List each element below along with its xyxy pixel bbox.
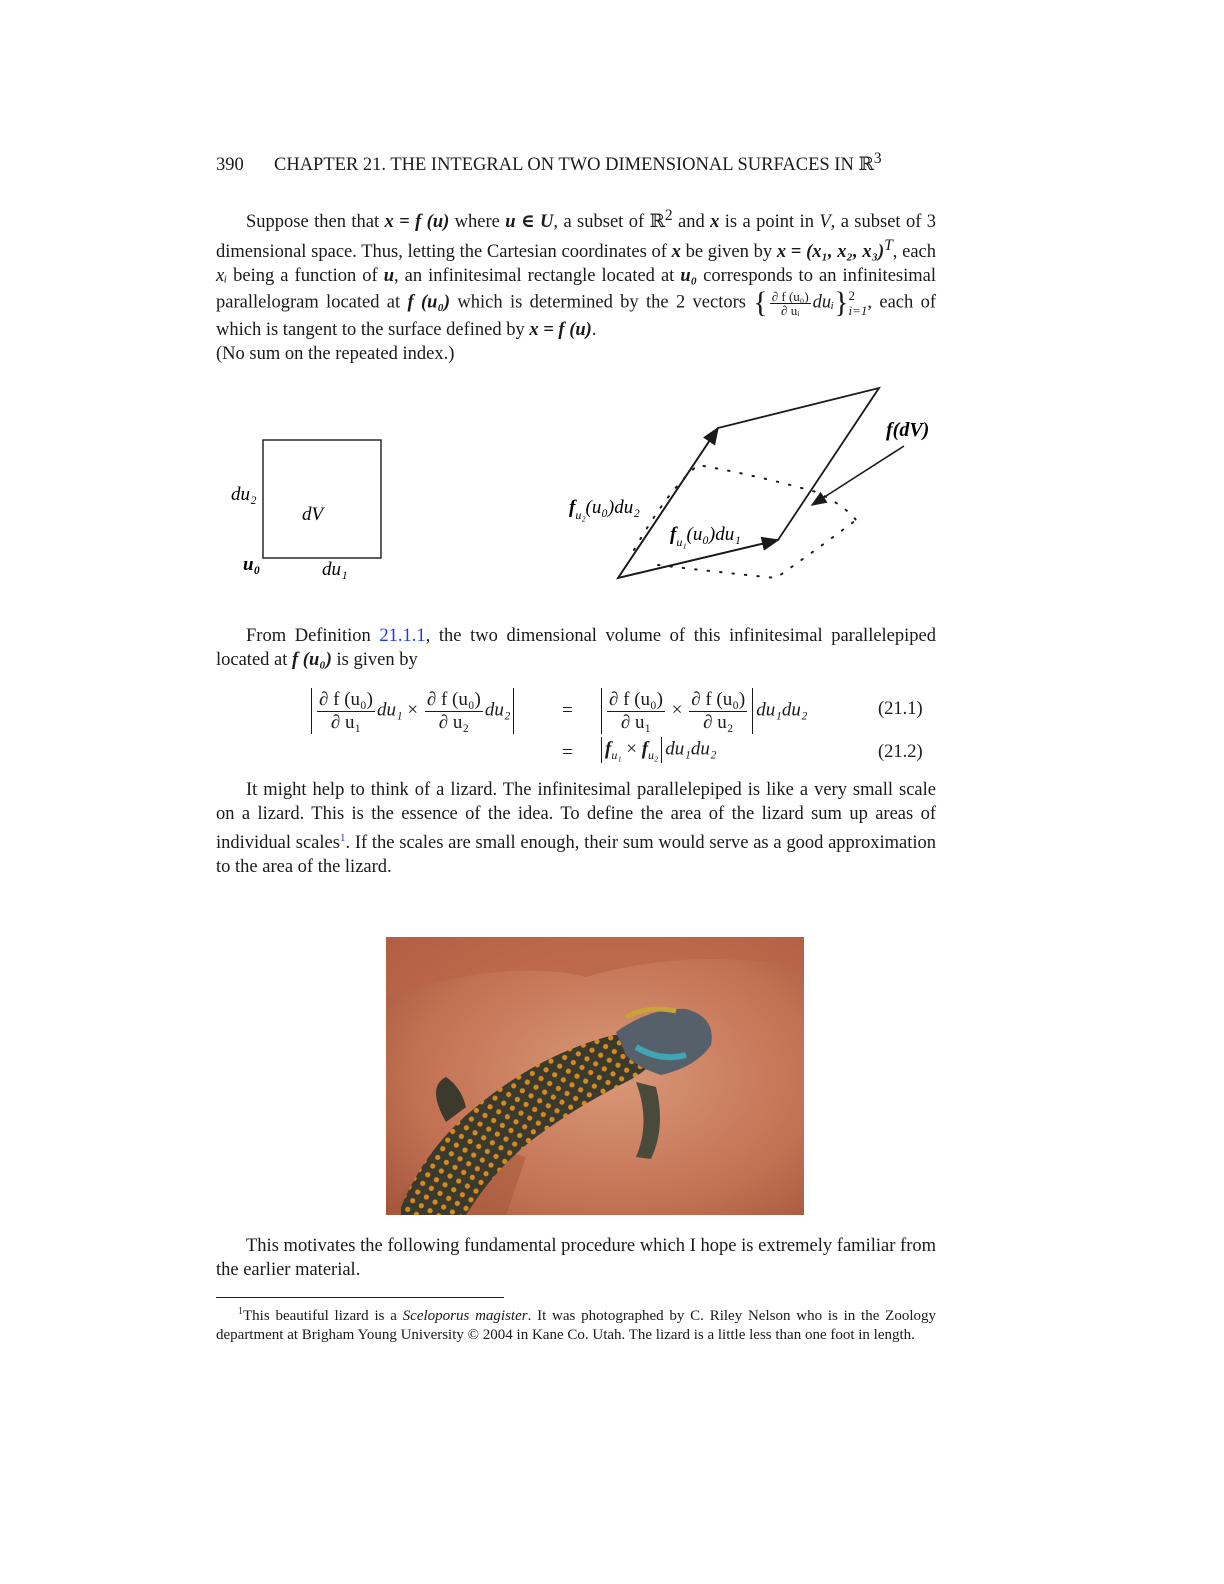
arrow-fdV	[812, 446, 904, 505]
footnote: $^1$This beautiful lizard is a Sceloporus magister. It was photographed by C. Riley Nelson who is in the Zoology department at Brigham Young University © 2004 in Kane Co. Utah. The lizard is a little less than one foot in length.	[216, 1306, 936, 1343]
label-fdV: f(dV)	[886, 419, 930, 441]
label-fu2-du2: $f_{u_2}(u_0)du_2$	[569, 497, 640, 522]
equals-2: =	[562, 742, 573, 763]
equation-21-1-rhs: $\frac{\text{∂ f (u₀)}}{\text{∂ u₁}}$ × $\frac{\text{∂ f (u₀)}}{\text{∂ u₂}}$ du₁du₂	[598, 688, 807, 734]
equals-1: =	[562, 700, 573, 721]
paragraph-definition: From Definition 21.1.1, the two dimensional volume of this infinitesimal parallelepiped located at f (u₀) is given by	[216, 626, 936, 670]
running-header	[216, 150, 936, 176]
equation-label-21-1: (21.1)	[878, 699, 923, 719]
label-du1: du₁	[322, 559, 348, 580]
footnote-ref[interactable]: 1	[339, 832, 346, 844]
label-fu1-du1: $f_{u_1}(u_0)du_1$	[670, 524, 741, 549]
paragraph-intro: Suppose then that x = f (u) where u ∈ U, a subset of ℝ$^2$ and x is a point in V, a subset of 3 dimensional space. Thus, letting the Cartesian coordinates of x be given by x = (x₁, x₂, x₃)$^T$, each xᵢ being a function of u, an infinitesimal rectangle located at u₀ corresponds to an infinitesimal parallelogram located at f (u₀) which is determined by the 2 vectors { $\frac{\text{∂ f (u₀)}}{\text{∂ uᵢ}}$ duᵢ} 2 i=1 , each of which is tangent to the surface defined by x = f (u). (No sum on the repeated index.)	[216, 207, 937, 365]
tangent-vector-fraction: $\frac{\text{∂ f (u₀)}}{\text{∂ uᵢ}}$	[771, 288, 809, 318]
rectangle-dV	[263, 440, 381, 558]
label-du2: du₂	[231, 484, 257, 505]
chapter-title: CHAPTER 21. THE INTEGRAL ON TWO DIMENSIONAL SURFACES IN ℝ	[274, 155, 874, 176]
label-dV: dV	[302, 504, 324, 525]
page-number: 390	[216, 155, 244, 176]
equation-21-1-lhs: $\frac{\text{∂ f (u₀)}}{\text{∂ u₁}}$ du₁ × $\frac{\text{∂ f (u₀)}}{\text{∂ u₂}}$ du₂	[308, 688, 517, 734]
definition-link[interactable]: 21.1.1	[379, 626, 426, 646]
paragraph-motivation: This motivates the following fundamental procedure which I hope is extremely familiar from the earlier material.	[216, 1236, 936, 1280]
surface-dotted-top	[634, 465, 856, 550]
footnote-rule	[216, 1297, 504, 1298]
lizard-photo	[386, 937, 804, 1215]
equation-21-2-rhs: $f_{u_1} \times f_{u_2}$ du₁du₂	[598, 737, 716, 763]
label-u0: u₀	[243, 554, 261, 575]
parallelogram-figure	[216, 380, 956, 600]
parallelogram	[618, 388, 879, 578]
chapter-title-superscript: 3	[873, 150, 882, 167]
vector-fu1	[618, 540, 778, 578]
paragraph-lizard: It might help to think of a lizard. The infinitesimal parallelepiped is like a very small scale on a lizard. This is the essence of the idea. To define the area of the lizard sum up areas of individual scales$^1$. If the scales are small enough, their sum would serve as a good approximation to the area of the lizard.	[216, 780, 936, 878]
equation-label-21-2: (21.2)	[878, 742, 923, 762]
